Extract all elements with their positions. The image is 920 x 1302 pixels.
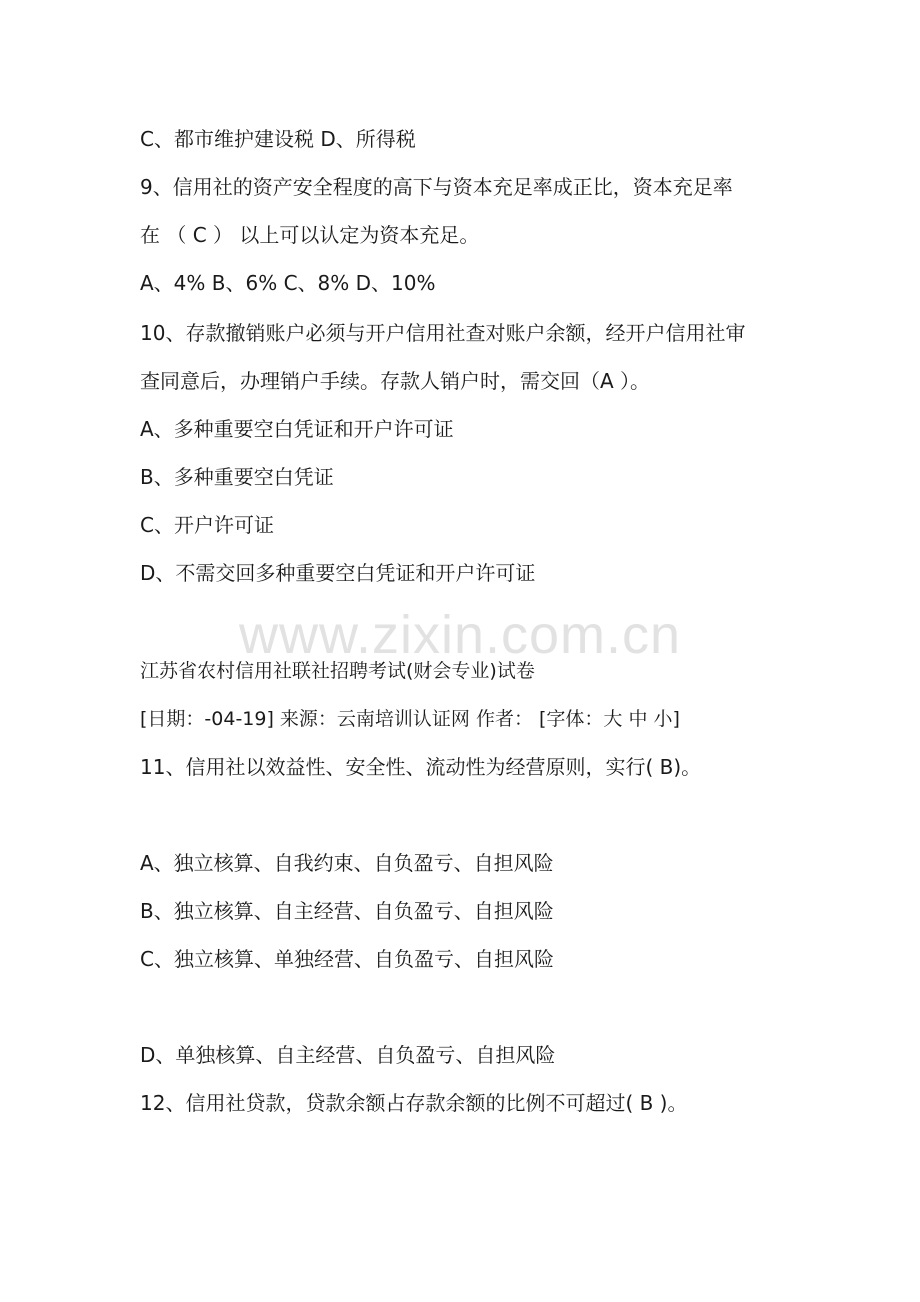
- option-line: B、独立核算、自主经营、自负盈亏、自担风险: [140, 899, 554, 923]
- question-line: 12、信用社贷款，贷款余额占存款余额的比例不可超过( B )。: [140, 1091, 688, 1115]
- option-line: A、4% B、6% C、8% D、10%: [140, 271, 436, 295]
- option-line: D、单独核算、自主经营、自负盈亏、自担风险: [140, 1043, 556, 1067]
- question-line: 10、存款撤销账户必须与开户信用社查对账户余额，经开户信用社审: [140, 321, 746, 345]
- option-line: A、多种重要空白凭证和开户许可证: [140, 417, 454, 441]
- question-line: 11、信用社以效益性、安全性、流动性为经营原则，实行( B)。: [140, 755, 702, 779]
- meta-line: [日期：-04-19] 来源：云南培训认证网 作者： [字体：大 中 小]: [140, 708, 680, 730]
- option-line: C、都市维护建设税 D、所得税: [140, 127, 416, 151]
- option-line: A、独立核算、自我约束、自负盈亏、自担风险: [140, 851, 554, 875]
- watermark: www.zixin.com.cn: [238, 605, 682, 665]
- option-line: D、不需交回多种重要空白凭证和开户许可证: [140, 561, 536, 585]
- section-title: 江苏省农村信用社联社招聘考试(财会专业)试卷: [140, 660, 535, 682]
- question-line: 9、信用社的资产安全程度的高下与资本充足率成正比，资本充足率: [140, 175, 733, 199]
- option-line: C、独立核算、单独经营、自负盈亏、自担风险: [140, 947, 554, 971]
- option-line: C、开户许可证: [140, 513, 274, 537]
- question-line: 查同意后，办理销户手续。存款人销户时，需交回（A ）。: [140, 369, 651, 393]
- option-line: B、多种重要空白凭证: [140, 465, 334, 489]
- question-line: 在 （ C ） 以上可以认定为资本充足。: [140, 223, 480, 247]
